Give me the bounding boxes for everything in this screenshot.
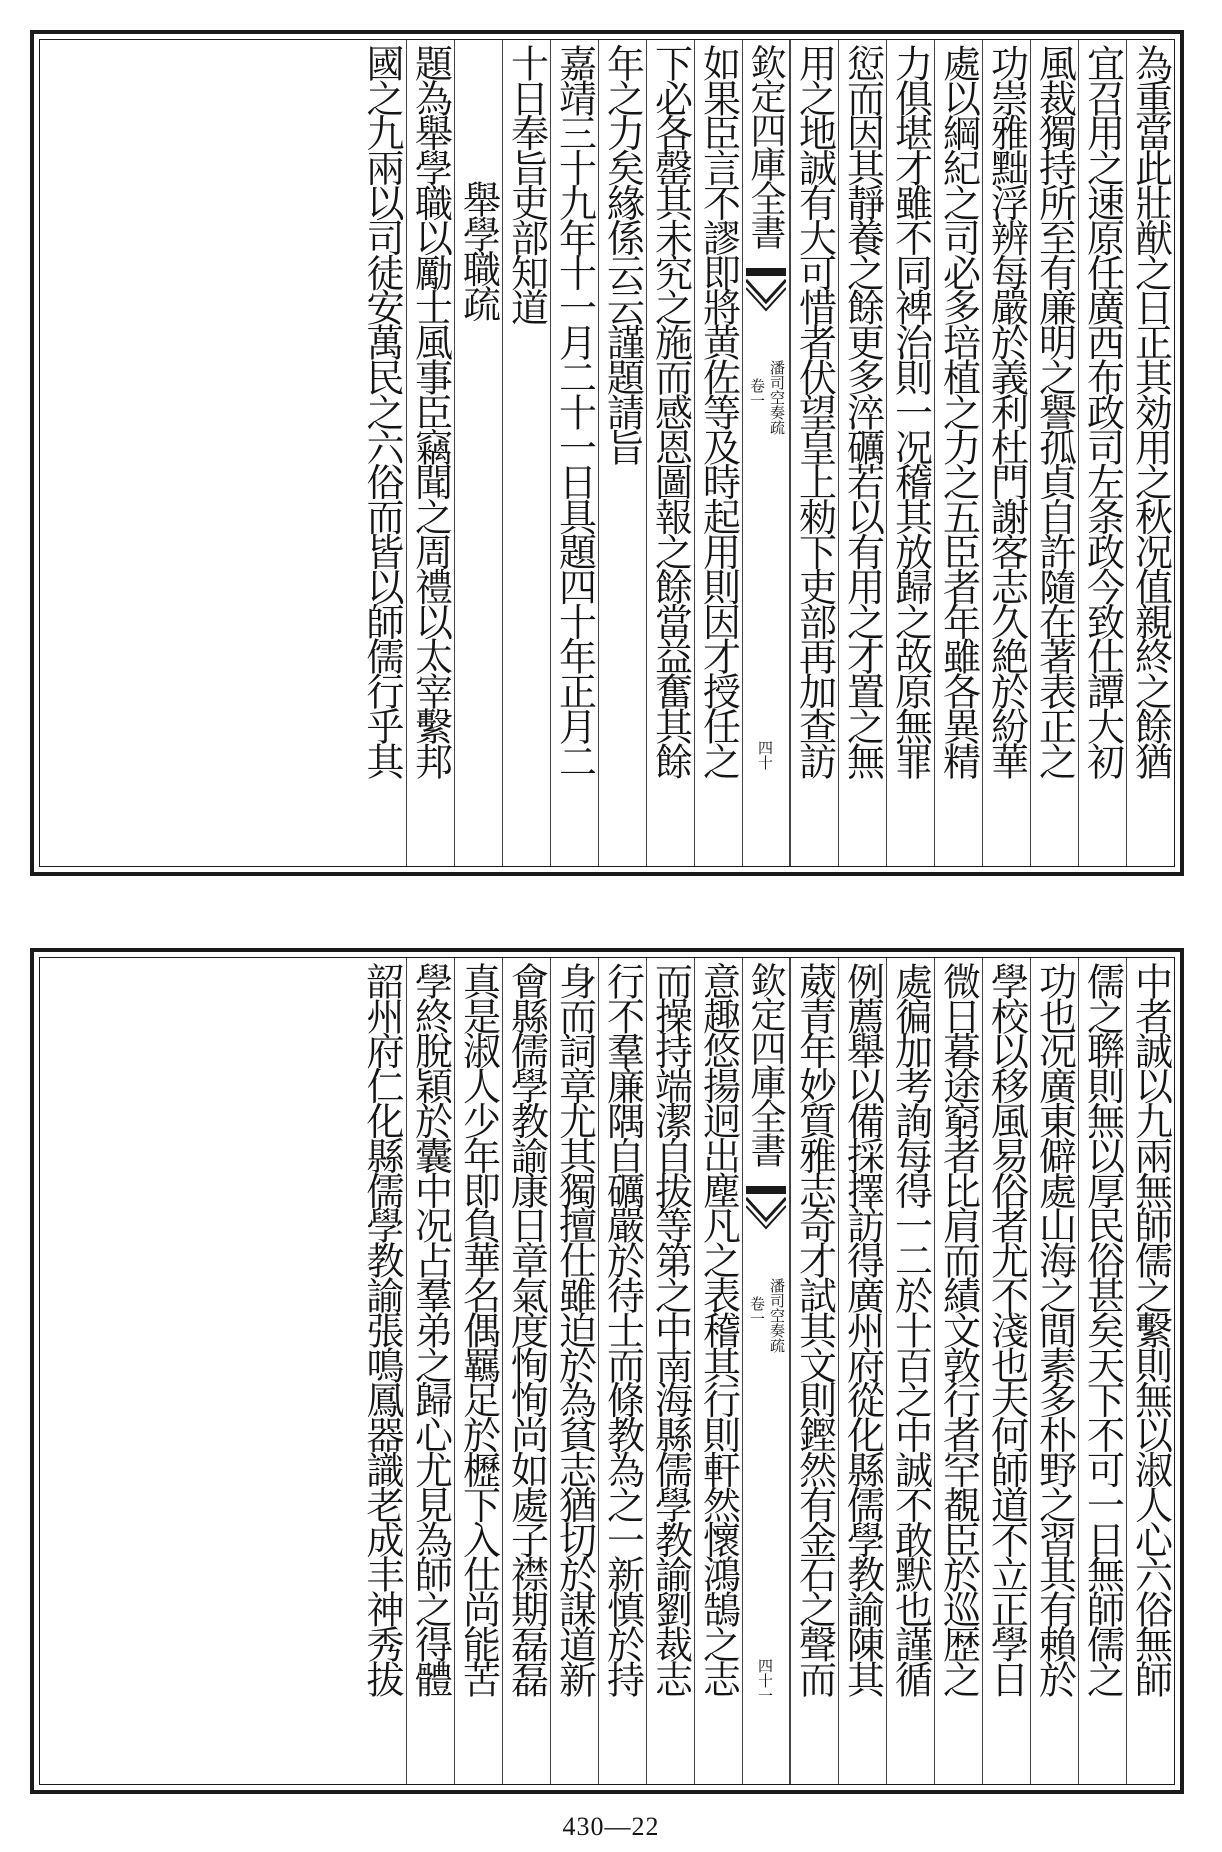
text-column: 題為舉學職以勵士風事臣竊聞之周禮以太宰繫邦 (406, 40, 454, 866)
text-column: 如果臣言不謬即將黄佐等及時起用則因才授任之 (694, 40, 742, 866)
text-column: 功也况廣東僻處山海之間素多朴野之習其有賴於 (1030, 958, 1078, 1784)
text-column: 嘉靖三十九年十一月二十一日具題四十年正月二 (550, 40, 598, 866)
banner-source: 潘司空奏疏 (768, 360, 786, 435)
center-banner (742, 958, 790, 1784)
text-column: 例薦舉以備採擇訪得廣州府從化縣儒學教諭陳其 (838, 958, 886, 1784)
text-column: 儒之聨則無以厚民俗甚矣天下不可一日無師儒之 (1078, 958, 1126, 1784)
banner-source: 潘司空奏疏 (768, 1278, 786, 1353)
leaf-number: 四十 (756, 740, 774, 770)
text-column: 宜召用之速原任廣西布政司左条政今致仕譚大初 (1078, 40, 1126, 866)
text-column: 行不羣廉隅自礪嚴於待士而條教為之一新慎於持 (598, 958, 646, 1784)
text-column: 學終脫穎於囊中况占羣弟之歸心尤見為師之得體 (406, 958, 454, 1784)
fishtail-ornament-icon (746, 1186, 786, 1256)
fishtail-ornament-icon (746, 268, 786, 338)
text-column: 力俱堪才雖不同裨治則一况稽其放歸之故原無罪 (886, 40, 934, 866)
text-column: 身而詞章尤其獨擅仕雖迫於為貧志猶切於謀道新 (550, 958, 598, 1784)
text-column: 用之地誠有大可惜者伏望皇上勑下吏部再加查訪 (790, 40, 838, 866)
text-column: 微日暮途窮者比肩而績文敦行者罕覩臣於巡歴之 (934, 958, 982, 1784)
text-column: 中者誠以九兩無師儒之繫則無以淑人心六俗無師 (1126, 958, 1174, 1784)
text-column: 葳青年妙質雅志奇才試其文則鏗然有金石之聲而 (790, 958, 838, 1784)
center-banner (742, 40, 790, 866)
text-column: 為重當此壯猷之日正其効用之秋况值親終之餘猶 (1126, 40, 1174, 866)
text-column: 國之九兩以司徒安萬民之六俗而皆以師儒行乎其 (360, 44, 404, 777)
text-column: 處徧加考詢每得一二於十百之中誠不敢默也謹循 (886, 958, 934, 1784)
text-column: 年之力矣緣係云云謹題請旨 (598, 40, 646, 866)
bottom-page-frame (30, 948, 1184, 1794)
text-column: 風裁獨持所至有廉明之譽孤貞自許隨在著表正之 (1030, 40, 1078, 866)
page-number: 430—22 (562, 1812, 660, 1841)
text-column: 功崇雅黜浮辨每嚴於義利杜門謝客志久絶於紛華 (982, 40, 1030, 866)
text-column: 韶州府仁化縣儒學教諭張鳴鳳器識老成丰神秀拔 (360, 962, 404, 1695)
text-column: 處以綱紀之司必多培植之力之五臣者年雖各異精 (934, 40, 982, 866)
banner-volume: 卷一 (748, 1296, 766, 1326)
text-column: 下必各罄其未究之施而感恩圖報之餘當益奮其餘 (646, 40, 694, 866)
top-page-frame (30, 30, 1184, 876)
leaf-number: 四十一 (756, 1658, 774, 1703)
text-column: 會縣儒學教諭康日章氣度恂恂尚如處子襟期磊磊 (502, 958, 550, 1784)
text-column: 真是淑人少年即負華名偶羈足於櫪下入仕尚能苦 (454, 958, 502, 1784)
text-column: 而操持端潔自拔等第之中南海縣儒學教諭劉裁志 (646, 958, 694, 1784)
text-column: 十日奉旨吏部知道 (502, 40, 550, 866)
text-column: 學校以移風易俗者尤不淺也夫何師道不立正學日 (982, 958, 1030, 1784)
banner-volume: 卷一 (748, 378, 766, 408)
banner-title: 欽定四庫全書 (745, 44, 786, 248)
banner-title: 欽定四庫全書 (745, 962, 786, 1166)
section-heading: 舉學職疏 (454, 40, 502, 866)
text-column: 意趣悠揚迥出塵凡之表稽其行則軒然懷鴻鵠之志 (694, 958, 742, 1784)
text-column: 愆而因其靜養之餘更多淬礪若以有用之才置之無 (838, 40, 886, 866)
